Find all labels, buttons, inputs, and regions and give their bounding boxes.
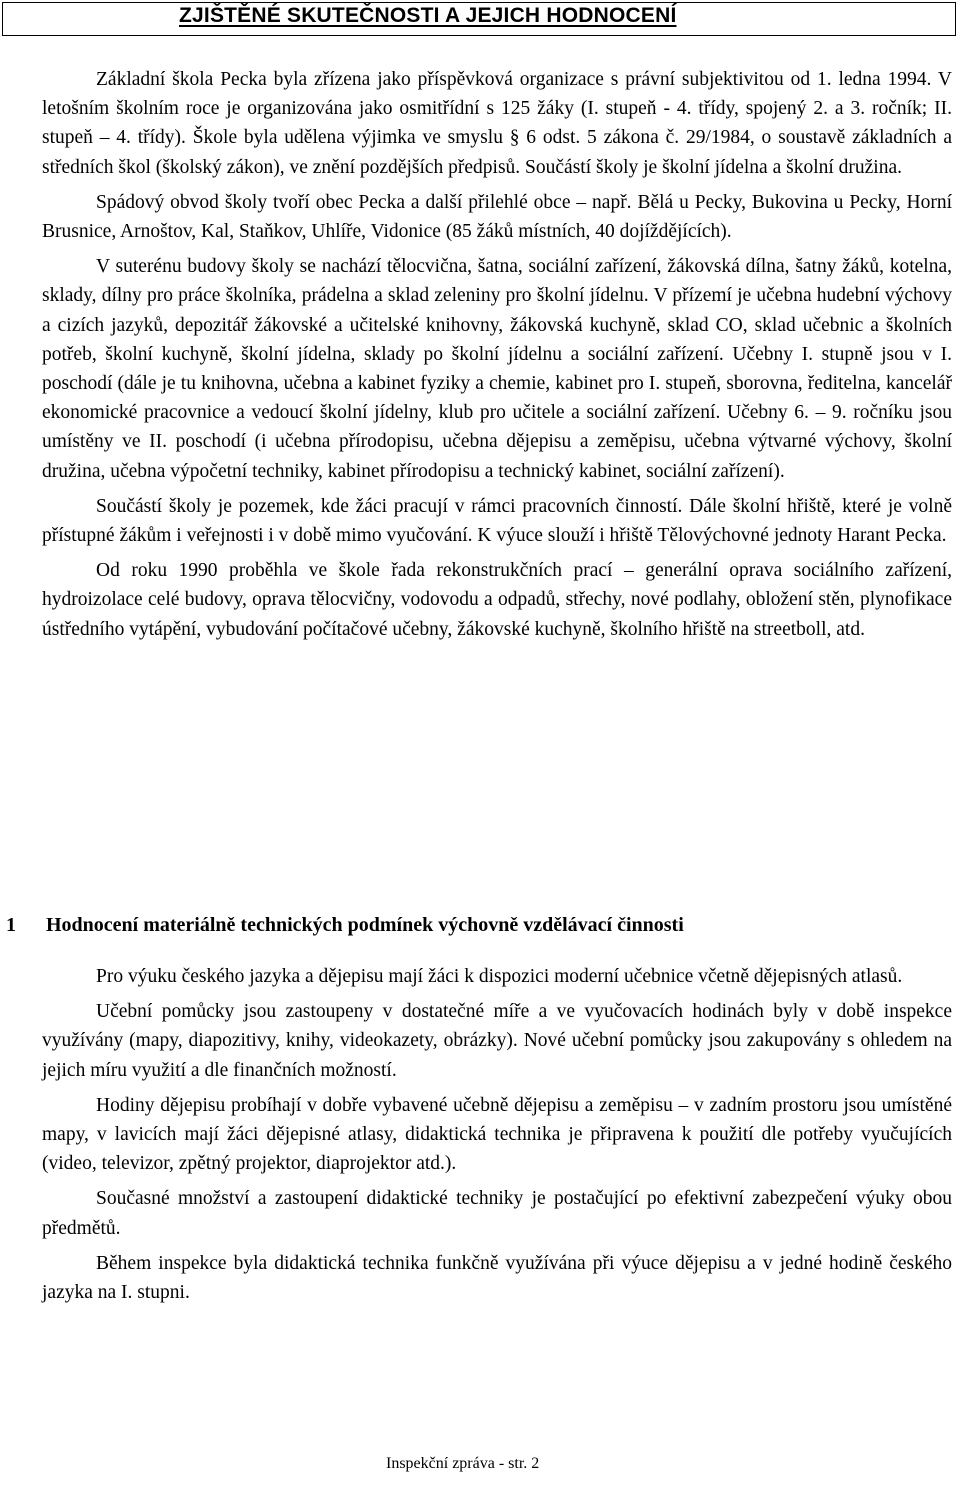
section-body [42, 962, 952, 1313]
paragraph-history-classroom: Hodiny dějepisu probíhají v dobře vybavené učebně dějepisu a zeměpisu – v zadním prostoru jsou umístěné mapy, v lavicích mají žáci dějepisné atlasy, didaktická technika je připravena k použití dle potřeby vyučujících (video, televizor, zpětný projektor, diaprojektor atd.). [42, 1094, 952, 1175]
section-heading [6, 914, 684, 937]
section-title: Hodnocení materiálně technických podmínek výchovně vzdělávací činnosti [46, 914, 684, 936]
page-footer: Inspekční zpráva - str. 2 [386, 1455, 540, 1472]
paragraph-didactic-technology: Současné množství a zastoupení didaktické techniky je postačující po efektivní zabezpečení výuky obou předmětů. [42, 1188, 952, 1239]
paragraph-grounds: Součástí školy je pozemek, kde žáci pracují v rámci pracovních činností. Dále školní hřiště, které je volně přístupné žákům i veřejnosti i v době mimo vyučování. K výuce slouží i hřiště Tělovýchovné jednoty Harant Pecka. [42, 495, 952, 547]
paragraph-reconstruction: Od roku 1990 proběhla ve škole řada rekonstrukčních prací – generální oprava sociálního zařízení, hydroizolace celé budovy, oprava tělocvičny, vodovodu a odpadů, střechy, nové podlahy, obložení stěn, plynofikace ústředního vytápění, vybudování počítačové učebny, žákovské kuchyně, školního hřiště na streetboll, atd. [42, 560, 952, 640]
paragraph-school-status: Základní škola Pecka byla zřízena jako příspěvková organizace s právní subjektivitou od 1. ledna 1994. V letošním školním roce je organizována jako osmitřídní s 125 žáky (I. stupeň - 4. třídy, spojený 2. a 3. ročník; II. stupeň – 4. třídy). Škole byla udělena výjimka ve smyslu § 6 odst. 5 zákona č. 29/1984, o soustavě základních a středních škol (školský zákon), ve znění pozdějších předpisů. Součástí školy je školní jídelna a školní družina. [42, 69, 952, 178]
intro-section [42, 65, 952, 650]
paragraph-building-layout: V suterénu budovy školy se nachází tělocvična, šatna, sociální zařízení, žákovská dílna, šatny žáků, kotelna, sklady, dílny pro práce školníka, prádelna a sklad zeleniny pro školní jídelnu. V přízemí je učebna hudební výchovy a cizích jazyků, depozitář žákovské a učitelské knihovny, žákovská kuchyně, sklad CO, sklad učebnic a školních potřeb, školní kuchyně, školní jídelna, sklady po školní jídelnu a sociální zařízení. Učebny I. stupně jsou v I. poschodí (dále je tu knihovna, učebna a kabinet fyziky a chemie, kabinet pro I. stupeň, sborovna, ředitelna, kancelář ekonomické pracovnice a vedoucí školní jídelny, klub pro učitele a sociální zařízení. Učebny 6. – 9. ročníku jsou umístěny ve II. poschodí (i učebna přírodopisu, učebna dějepisu a zeměpisu, učebna výtvarné výchovy, školní družina, učebna výpočetní techniky, kabinet přírodopisu a technický kabinet, sociální zařízení). [42, 256, 952, 482]
paragraph-textbooks: Pro výuku českého jazyka a dějepisu mají žáci k dispozici moderní učebnice včetně dějepisných atlasů. [96, 966, 903, 987]
paragraph-inspection-usage: Během inspekce byla didaktická technika funkčně využívána při výuce dějepisu a v jedné hodině českého jazyka na I. stupni. [42, 1252, 952, 1304]
paragraph-teaching-aids: Učební pomůcky jsou zastoupeny v dostatečné míře a ve vyučovacích hodinách byly v době inspekce využívány (mapy, diapozitivy, knihy, videokazety, obrázky). Nové učební pomůcky jsou zakupovány s ohledem na jejich míru využití a dle finančních možností. [42, 1001, 952, 1081]
page-title: ZJIŠTĚNÉ SKUTEČNOSTI A JEJICH HODNOCENÍ [179, 4, 677, 27]
paragraph-catchment-area: Spádový obvod školy tvoří obec Pecka a další přilehlé obce – např. Bělá u Pecky, Bukovina u Pecky, Horní Brusnice, Arnoštov, Kal, Staňkov, Uhlíře, Vidonice (85 žáků místních, 40 dojíždějících). [42, 191, 952, 243]
section-number: 1 [6, 914, 16, 936]
